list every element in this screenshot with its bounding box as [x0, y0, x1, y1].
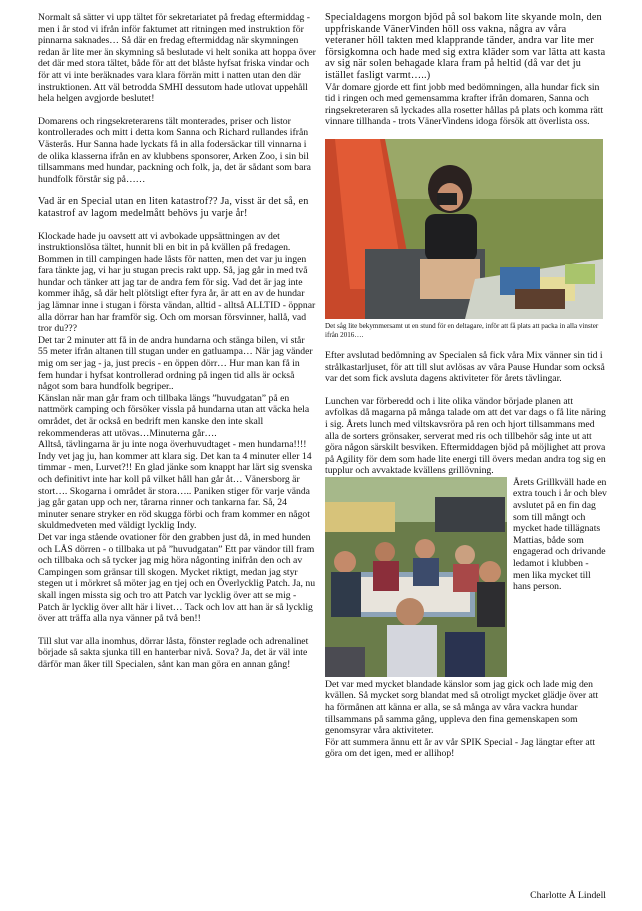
left-column	[38, 12, 316, 681]
paragraph-judging: Vår domare gjorde ett fint jobb med bedömningen, alla hundar fick sin tid i ringen och med gemensamma krafter ifrån domaren, Sanna och ringsekreteraren så lyckades alla rosetter hållas på plats och komma rätt vinnare tillhanda - trots VänerVindens idoga försök att överlista oss.	[325, 81, 604, 128]
photo-grill-evening	[325, 477, 507, 677]
paragraph-summary: För att summera ännu ett år av vår SPIK Special - Jag längtar efter att göra om det igen, med er allihop!	[325, 736, 596, 760]
paragraph-sleep: Till slut var alla inomhus, dörrar låsta, fönster reglade och adrenalinet började så sakta sjunka till en hanterbar nivå. Sova? Ja, det är väl inte därför man åker till Specialen, sånt kan man göra en annan gång!	[38, 635, 309, 670]
paragraph-tent: Normalt så sätter vi upp tältet för sekretariatet på fredag eftermiddag - men i år stod vi ifrån inför faktumet att ritningen med instruktion för pinnarna saknades… Så där en fredag eftermiddag när skymningen redan är lite mer än skymning så beslutade vi helt sonika att hoppa över det där med stora tältet, både för att det blåste hyfsat friska vindar och för att vi inte beräknades vara klara förrän mitt i natten utan den där instruktionen. Att väl betrodda SMHI dessutom hade utlovat uppehåll hela helgen avgjorde beslutet!	[38, 12, 316, 105]
paragraph-morning: Specialdagens morgon bjöd på sol bakom lite skyande moln, den uppfriskande VänerVinden höll oss vakna, några av våra veteraner höll takten med klapprande tänder, andra var lite mer försigkomna och hade med sig extra kläder som var lätta att kasta av sig när solen behagade klara fram på heltid (då var det ju istället fasligt varmt…..)	[325, 12, 606, 81]
photo-packing-prizes	[325, 139, 603, 319]
paragraph-lunch: Lunchen var förberedd och i lite olika vändor började planen att avfolkas då magarna på många talade om att det var dags o få lite näring i sig. Årets lunch med viltskavsröra på ren och hjort tillsammans med alla de sorters grönsaker, serverat med ris och tillbehör såg inte ut att göra någon särskilt besviken. Eftermiddagen bjöd på möjlighet att prova på Agility för dem som hade lite energi till övers medan andra tog sig en tupplur och avvaktade kvällens grillövning.	[325, 395, 606, 477]
lunch-block	[325, 396, 607, 679]
paragraph-search: Känslan när man går fram och tillbaka längs ”huvudgatan” på en nattmörk camping och försöker vissla på hundarna utan att väcka hela området, det är också en bedrift men kanske den inte skall rekommenderas att utövas…Minuterna går….	[38, 392, 310, 439]
paragraph-catastrophe: Vad är en Special utan en liten katastrof?? Ja, visst är det så, en katastrof av lagom medelmått behövs ju varje år!	[38, 196, 309, 219]
paragraph-arrival: Domarens och ringsekreterarens tält monterades, priser och listor kontrollerades och mitt i detta kom Sanna och Richard rullandes ifrån Västerås. Hur Sanna hade lyckats få in alla fodersäckar till vinnarna i de olika klasserna ifrån en av klubbens sponsorer, Arken Zoo, i sin bil tillsammans med hundar, packning och folk, ja, det är sådant som bara hundfolk förstår sig på……	[38, 115, 311, 185]
author-signature: Charlotte Å Lindell	[530, 890, 606, 901]
paragraph-mix: Efter avslutad bedömning av Specialen så fick våra Mix vänner sin tid i strålkastarljuset, för att till slut avlösas av våra Pause Hundar som också var det som fick avsluta dagens aktiviteter för årets tävlingar.	[325, 349, 605, 385]
right-column	[325, 12, 607, 771]
paragraph-lurvet: Alltså, tävlingarna är ju inte noga överhuvudtaget - men hundarna!!!! Indy vet jag ju, han kommer att klara sig. Det kan ta 4 minuter eller 14 timmar - men, Lurvet?!! En glad jänke som knappt har lärt sig svenska och definitivt inte har koll på vilket håll han går åt… Vänersborg är stort…. Skogarna i området är stora….. Paniken stiger för varje vända jag går gatan upp och ner, tårarna rinner och tankarna far. Så, 24 minuter senare stryker en röd skugga förbi och fram kommer en något skuldmedveten med väldigt lycklig Indy.	[38, 439, 313, 532]
paragraph-feelings: Det var med mycket blandade känslor som jag gick och lade mig den kvällen. Så mycket sorg blandat med så otroligt mycket glädje över att ha förmånen att känna er alla, se så många av våra vackra hundar tillsammans på samma gång, uppleva den fina gemenskapen som genomsyrar våra aktiviteter.	[325, 678, 599, 737]
paragraph-patch: Det var inga stående ovationer för den grabben just då, in med hunden och LÅS dörren - o tillbaka ut på ”huvudgatan” Ett par vändor till fram och tillbaka och så tycker jag mig höra någonting inifrån den och av Campingen som gränsar till skogen. Mycket riktigt, medan jag styr stegen ut i mörkret så möter jag en tjej och en Överlycklig Patch. Ja, nu skall ingen missta sig och tro att Patch var lycklig över att se mig - Patch är lycklig över allt här i livet… Tack och lov att han är så lycklig över att träffa alla nya vänner på två ben!!	[38, 531, 316, 625]
photo-caption: Det såg lite bekymmersamt ut en stund för en deltagare, inför att få plats att packa in alla vinster ifrån 2016….	[325, 321, 599, 339]
paragraph-grill: Årets Grillkväll hade en extra touch i år och blev avslutet på en fin dag som till mångt och mycket hade tillägnats Mattias, både som engagerad och drivande ledamot i klubben - men lika mycket till hans person.	[513, 476, 607, 593]
paragraph-night: Klockade hade ju oavsett att vi avbokade uppsättningen av det instruktionslösa tältet, hunnit bli en bit in på kvällen på fredagen. Bommen in till campingen hade låsts för natten, men det var ju ingen fara tänkte jag, vi har ju stugan precis rakt upp. Så, jag går in med två hundar och tänker att jag tar de andra fem för sig. Vad det är jag inte kommer ihåg, så där helt plötsligt efter fyra år, är att en av de hundar jag lämnar inne i stugan i första vändan, alltid - alltså ALLTID - öppnar alla dörrar han har framför sig. Och om morsan försvinner, hallå, vad tror du???	[38, 230, 316, 335]
paragraph-open-door: Det tar 2 minuter att få in de andra hundarna och stänga bilen, vi står 55 meter ifrån altanen till stugan under en gatluampa… När jag vänder mig om ser jag - ja, just precis - en öppen dörr… Hur man kan få in fem hundar i hyfsat kontrollerad ordning på ingen tid alls är också något som bara hundfolk begriper..	[38, 334, 313, 393]
